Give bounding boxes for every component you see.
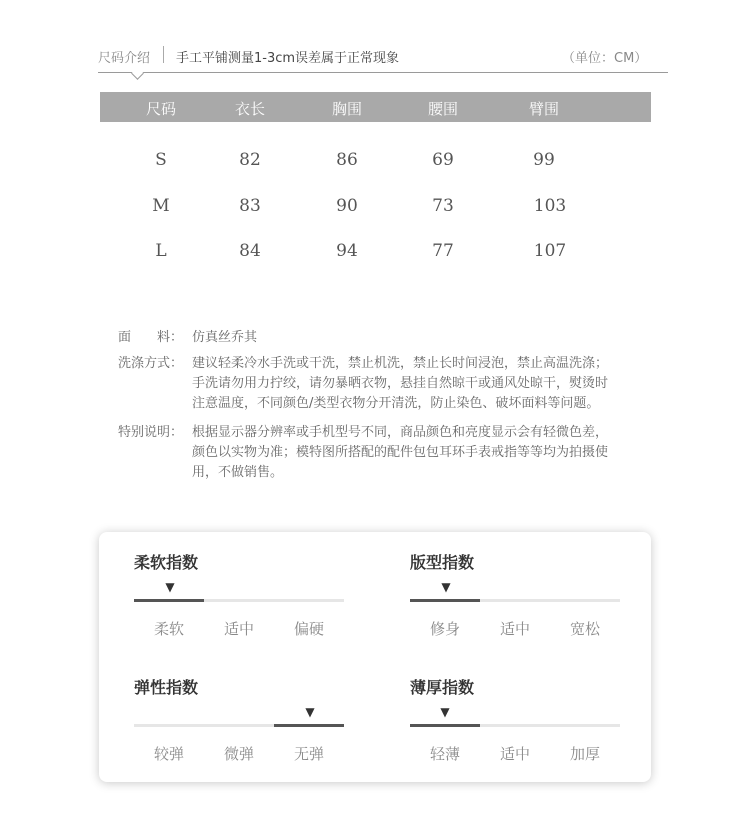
pointer-icon: ▼: [441, 580, 451, 594]
size-table-header: [100, 92, 651, 122]
cell-chest: 94: [336, 241, 358, 261]
index-option: 偏硬: [293, 620, 325, 638]
cell-length: 83: [239, 196, 261, 216]
index-option: 微弹: [223, 745, 255, 763]
index-title: 薄厚指数: [410, 678, 475, 697]
index-option: 宽松: [569, 620, 601, 638]
cell-arm: 103: [533, 196, 567, 216]
pointer-icon: ▼: [440, 705, 450, 719]
cell-size: M: [152, 196, 170, 216]
wash-label: 洗涤方式：: [118, 356, 184, 371]
fabric-label: 面 料：: [118, 330, 184, 345]
wash-line: 手洗请勿用力拧绞，请勿暴晒衣物，悬挂自然晾干或通风处晾干，熨烫时: [192, 376, 609, 391]
special-line: 用，不做销售。: [192, 465, 284, 480]
index-option: 无弹: [293, 745, 325, 763]
cell-arm: 99: [533, 150, 555, 170]
pointer-icon: ▼: [165, 580, 175, 594]
unit-label: （单位：CM）: [562, 51, 648, 66]
index-fill: [410, 724, 480, 727]
index-option: 适中: [499, 620, 531, 638]
cell-length: 84: [239, 241, 261, 261]
special-line: 颜色以实物为准；模特图所搭配的配件包包耳环手表戒指等等均为拍摄使: [192, 445, 609, 460]
cell-arm: 107: [533, 241, 567, 261]
index-option: 加厚: [569, 745, 601, 763]
cell-length: 82: [239, 150, 261, 170]
column-header-arm: 臂围: [528, 100, 560, 118]
index-fill: [274, 724, 344, 727]
column-header-length: 衣长: [234, 100, 266, 118]
pointer-icon: ▼: [305, 705, 315, 719]
index-title: 版型指数: [410, 553, 475, 572]
column-header-chest: 胸围: [331, 100, 363, 118]
fabric-index-card: [99, 532, 651, 782]
measurement-note: 手工平铺测量1-3cm误差属于正常现象: [176, 51, 400, 66]
index-fill: [134, 599, 204, 602]
fabric-value: 仿真丝乔其: [192, 330, 258, 345]
cell-waist: 77: [432, 241, 454, 261]
index-option: 适中: [499, 745, 531, 763]
cell-waist: 73: [432, 196, 454, 216]
index-option: 较弹: [153, 745, 185, 763]
cell-waist: 69: [432, 150, 454, 170]
cell-size: S: [155, 150, 167, 170]
header-separator: [163, 46, 164, 63]
special-label: 特别说明：: [118, 425, 184, 440]
size-intro-title: 尺码介绍: [98, 51, 151, 66]
index-title: 柔软指数: [134, 553, 199, 572]
wash-line: 建议轻柔冷水手洗或干洗，禁止机洗，禁止长时间浸泡，禁止高温洗涤；: [192, 356, 609, 371]
cell-chest: 86: [336, 150, 358, 170]
wash-line: 注意温度，不同颜色/类型衣物分开清洗，防止染色、破坏面料等问题。: [192, 396, 600, 411]
header-divider: [98, 72, 668, 73]
index-option: 修身: [429, 620, 461, 638]
index-option: 柔软: [153, 620, 185, 638]
header-notch: [131, 67, 144, 80]
cell-chest: 90: [336, 196, 358, 216]
cell-size: L: [155, 241, 167, 261]
index-option: 轻薄: [429, 745, 461, 763]
column-header-waist: 腰围: [427, 100, 459, 118]
special-line: 根据显示器分辨率或手机型号不同，商品颜色和亮度显示会有轻微色差，: [192, 425, 609, 440]
index-option: 适中: [223, 620, 255, 638]
index-fill: [410, 599, 480, 602]
column-header-size: 尺码: [145, 100, 177, 118]
index-title: 弹性指数: [134, 678, 199, 697]
